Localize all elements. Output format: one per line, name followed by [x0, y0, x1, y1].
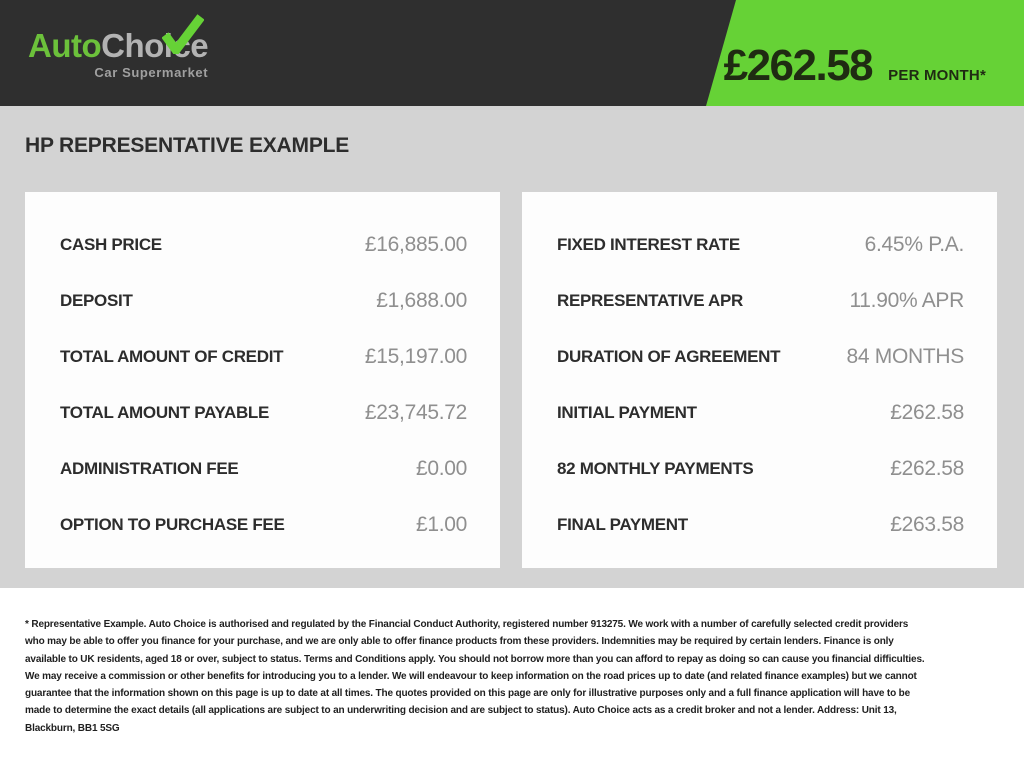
finance-value: £0.00: [415, 457, 467, 480]
logo-tagline: Car Supermarket: [94, 65, 209, 80]
finance-value: 11.90% APR: [849, 289, 964, 312]
row-fixed-interest-rate: [557, 217, 964, 273]
finance-card-terms: [522, 192, 997, 568]
checkmark-icon: [162, 14, 204, 54]
finance-label: FIXED INTEREST RATE: [557, 235, 740, 254]
row-deposit: [60, 273, 467, 329]
logo-text-choice: Choice: [101, 27, 209, 64]
row-admin-fee: [60, 441, 467, 497]
finance-label: DURATION OF AGREEMENT: [557, 347, 781, 366]
finance-value: £263.58: [890, 513, 964, 536]
finance-value: £1.00: [415, 513, 467, 536]
row-monthly-payments: [557, 441, 964, 497]
logo-text-auto: Auto: [28, 27, 102, 64]
finance-label: TOTAL AMOUNT PAYABLE: [60, 403, 270, 422]
finance-label: CASH PRICE: [60, 235, 162, 254]
finance-value: £15,197.00: [364, 345, 467, 368]
finance-example-section: [0, 106, 1024, 588]
row-initial-payment: [557, 385, 964, 441]
autochoice-logo[interactable]: [28, 28, 208, 80]
finance-label: ADMINISTRATION FEE: [60, 459, 239, 478]
finance-label: DEPOSIT: [60, 291, 133, 310]
finance-label: TOTAL AMOUNT OF CREDIT: [60, 347, 284, 366]
row-cash-price: [60, 217, 467, 273]
site-header: [0, 0, 1024, 106]
finance-value: £16,885.00: [364, 233, 467, 256]
finance-label: OPTION TO PURCHASE FEE: [60, 515, 285, 534]
monthly-price-banner: £262.58 PER MONTH*: [723, 41, 986, 90]
page-title: HP REPRESENTATIVE EXAMPLE: [25, 134, 350, 157]
finance-label: INITIAL PAYMENT: [557, 403, 697, 422]
finance-value: £1,688.00: [376, 289, 467, 312]
finance-card-amounts: [25, 192, 500, 568]
finance-value: £262.58: [890, 401, 964, 424]
finance-cards: [25, 192, 997, 568]
row-final-payment: [557, 497, 964, 553]
row-duration: [557, 329, 964, 385]
disclaimer-section: [0, 588, 1024, 737]
finance-value: 6.45% P.A.: [864, 233, 964, 256]
row-representative-apr: [557, 273, 964, 329]
finance-value: 84 MONTHS: [846, 345, 964, 368]
row-total-credit: [60, 329, 467, 385]
row-total-payable: [60, 385, 467, 441]
representative-example-disclaimer: * Representative Example. Auto Choice is authorised and regulated by the Financial Conduct Authority, registered number 913275. We work with a number of carefully selected credit providers who may be able to offer you finance for your purchase, and we are only able to offer finance products from these providers. Indemnities may be required by certain lenders. Finance is only available to UK residents, aged 18 or over, subject to status. Terms and Conditions apply. You should not borrow more than you can afford to repay as doing so can cause you financial difficulties. We may receive a commission or other benefits for introducing you to a lender. We will endeavour to keep information on the road prices up to date (and related finance examples) but we cannot guarantee that the information shown on this page is up to date at all times. The quotes provided on this page are only for illustrative purposes only and a full finance application will have to be made to determine the exact details (all applications are subject to an underwriting decision and are subject to status). Auto Choice acts as a credit broker and not a lender. Address: Unit 13, Blackburn, BB1 5SG: [25, 619, 925, 734]
finance-label: 82 MONTHLY PAYMENTS: [557, 459, 754, 478]
finance-label: REPRESENTATIVE APR: [557, 291, 744, 310]
finance-value: £23,745.72: [364, 401, 467, 424]
row-option-to-purchase-fee: [60, 497, 467, 553]
finance-value: £262.58: [890, 457, 964, 480]
finance-label: FINAL PAYMENT: [557, 515, 688, 534]
